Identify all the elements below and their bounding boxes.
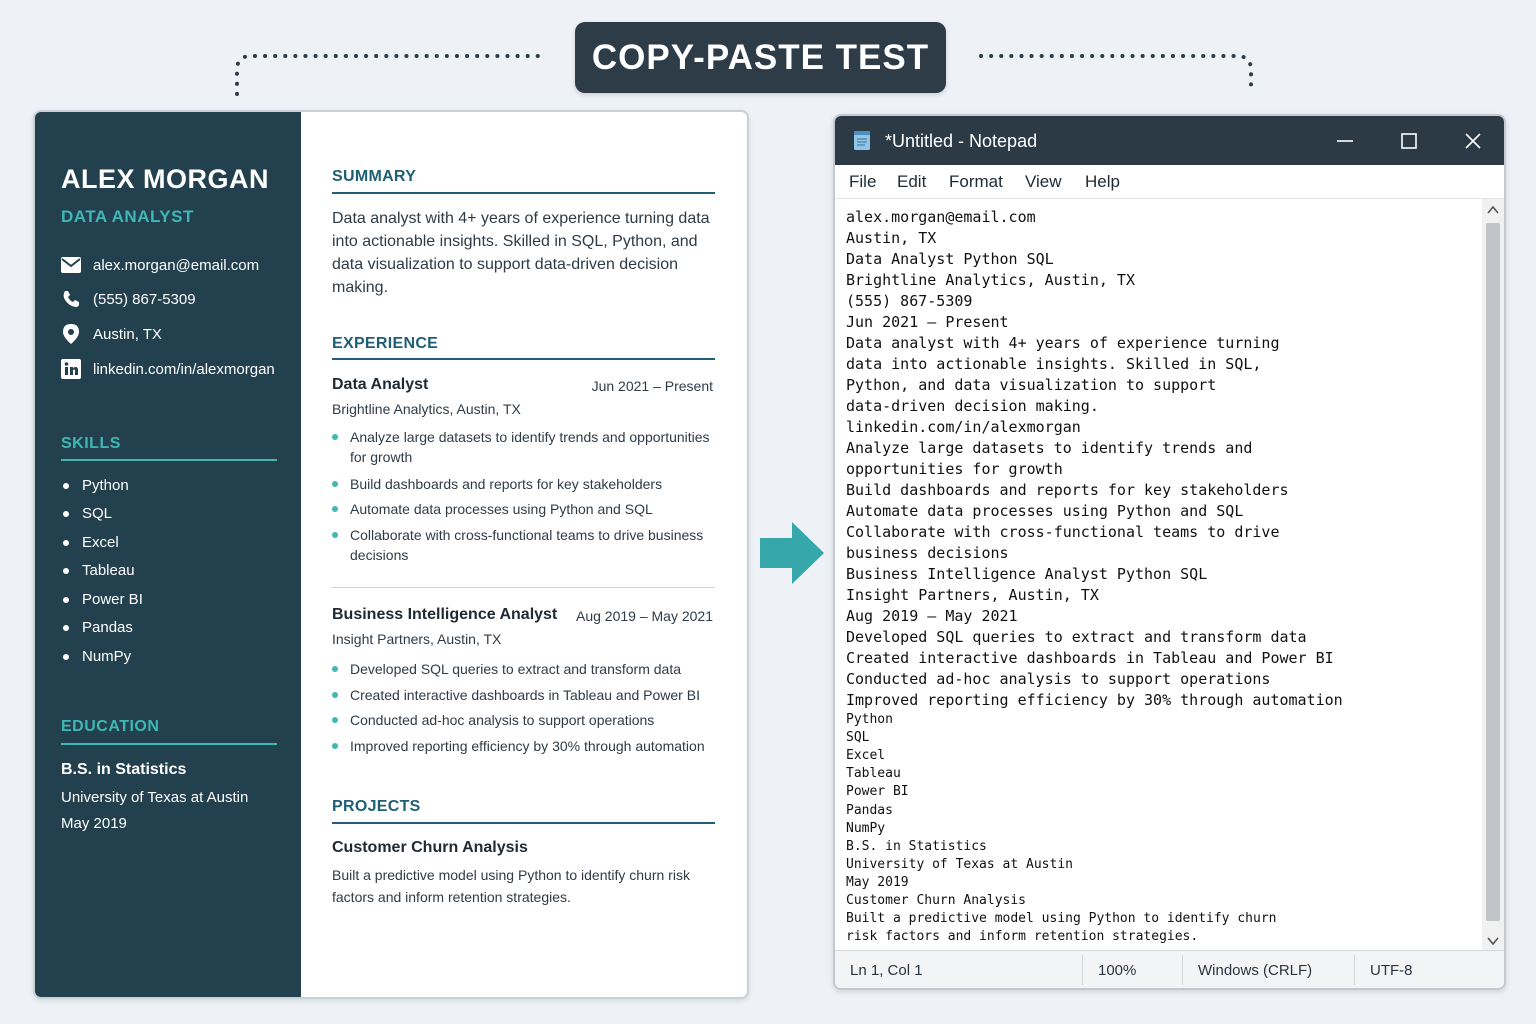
notepad-text-line: Data Analyst Python SQL [846,250,1054,268]
notepad-text-line: Tableau [846,766,901,782]
notepad-window-title: *Untitled - Notepad [885,131,1038,151]
job-title: Data Analyst [332,376,429,393]
summary-heading: SUMMARY [332,168,417,185]
job-bullet: Conducted ad-hoc analysis to support operations [350,710,710,730]
job-bullet: Automate data processes using Python and SQL [350,499,710,519]
notepad-text-line: Collaborate with cross-functional teams to drive [846,523,1280,541]
resume-role: DATA ANALYST [61,207,194,226]
email-icon [61,255,81,275]
projects-heading: PROJECTS [332,798,421,815]
job-date: Jun 2021 – Present [591,378,713,394]
menu-edit[interactable]: Edit [897,172,927,191]
contact-email-text: alex.morgan@email.com [93,256,260,274]
notepad-text-line: Built a predictive model using Python to identify churn [846,911,1277,927]
minimize-button[interactable] [1313,116,1377,165]
notepad-text-line: NumPy [846,820,886,836]
notepad-text-line: Insight Partners, Austin, TX [846,586,1099,604]
skill-item: NumPy [63,648,131,665]
project-desc: Built a predictive model using Python to identify churn risk factors and inform retention strategies. [332,867,690,905]
skill-item: Pandas [63,619,133,636]
notepad-titlebar[interactable] [835,116,1504,165]
left-dotted-connector [228,48,548,100]
notepad-text-line: Analyze large datasets to identify trends and [846,439,1253,457]
notepad-text-line: Business Intelligence Analyst Python SQL [846,565,1208,583]
notepad-text-line: (555) 867-5309 [846,292,973,310]
notepad-text-line: B.S. in Statistics [846,838,987,854]
education-school: University of Texas at Austin [61,789,249,806]
contact-location [61,324,162,344]
close-icon [1464,132,1482,150]
linkedin-icon [61,359,81,379]
experience-heading: EXPERIENCE [332,335,439,352]
minimize-icon [1336,132,1354,150]
notepad-text-line: Jun 2021 – Present [846,313,1009,331]
arrow-right-icon [758,520,826,586]
scrollbar-thumb[interactable] [1486,223,1500,921]
job-bullet: Developed SQL queries to extract and transform data [350,659,710,679]
education-rule [61,743,277,745]
notepad-text-line: SQL [846,730,870,746]
skill-item: Excel [63,534,119,551]
notepad-text-line: Austin, TX [846,229,937,247]
page-title: COPY-PASTE TEST [575,22,946,93]
notepad-text-line: business decisions [846,544,1009,562]
phone-icon [61,289,81,309]
notepad-text-line: Build dashboards and reports for key stakeholders [846,481,1289,499]
notepad-text-line: May 2019 [846,874,909,890]
menu-view[interactable]: View [1025,172,1062,191]
skill-item: Power BI [63,591,143,608]
notepad-text-line: Created interactive dashboards in Tableau and Power BI [846,649,1334,667]
notepad-text-line: University of Texas at Austin [846,856,1073,872]
notepad-statusbar [835,950,1504,988]
notepad-app-icon [852,129,872,151]
notepad-text-line: Pandas [846,802,893,818]
education-heading: EDUCATION [61,718,160,735]
contact-phone [61,289,196,309]
contact-location-text: Austin, TX [93,325,162,343]
notepad-text-line: Power BI [846,784,909,800]
status-zoom: 100% [1098,961,1137,979]
location-pin-icon [61,324,81,344]
notepad-window [833,114,1506,990]
notepad-text-line: Brightline Analytics, Austin, TX [846,271,1135,289]
skills-rule [61,459,277,461]
menu-format[interactable]: Format [949,172,1003,191]
status-position: Ln 1, Col 1 [850,961,923,979]
job-bullet: Analyze large datasets to identify trends and opportunities for growth [350,429,710,465]
contact-linkedin [61,359,275,379]
summary-text: Data analyst with 4+ years of experience turning data into actionable insights. Skilled in SQL, Python, and data visualization to support data-driven decision making. [332,210,710,296]
contact-phone-text: (555) 867-5309 [93,290,196,308]
skills-heading: SKILLS [61,435,121,452]
notepad-text-line: Data analyst with 4+ years of experience turning [846,334,1280,352]
resume-main [301,112,747,997]
resume-name: ALEX MORGAN [61,164,269,194]
maximize-button[interactable] [1377,116,1441,165]
job-company: Insight Partners, Austin, TX [332,631,502,647]
notepad-text-line: Excel [846,748,886,764]
job-bullet: Collaborate with cross-functional teams to drive business decisions [350,525,710,565]
job-bullet: Build dashboards and reports for key stakeholders [350,474,710,494]
vertical-scrollbar[interactable] [1482,199,1504,952]
status-line-ending: Windows (CRLF) [1198,961,1313,979]
contact-email [61,255,259,275]
contact-linkedin-text: linkedin.com/in/alexmorgan [93,360,275,378]
notepad-text-line: Customer Churn Analysis [846,893,1027,908]
skill-item: SQL [63,505,112,522]
scroll-down-icon[interactable] [1487,936,1499,946]
job-bullet: Created interactive dashboards in Tableau and Power BI [350,685,710,705]
notepad-text-line: risk factors and inform retention strategies. [846,929,1199,945]
job-title: Business Intelligence Analyst [332,606,558,623]
notepad-text-line: linkedin.com/in/alexmorgan [846,418,1081,436]
menu-file[interactable]: File [849,172,877,191]
maximize-icon [1400,132,1418,150]
education-degree: B.S. in Statistics [61,761,187,778]
notepad-text-line: Developed SQL queries to extract and transform data [846,628,1307,646]
skill-item: Python [63,477,129,494]
menu-help[interactable]: Help [1085,172,1120,191]
notepad-text-area[interactable] [835,199,1483,952]
education-date: May 2019 [61,815,127,832]
job-divider [332,587,715,588]
notepad-text-line: data-driven decision making. [846,397,1099,415]
skill-item: Tableau [63,562,135,579]
resume-document [33,110,749,999]
resume-sidebar [35,112,301,997]
notepad-text-line: Conducted ad-hoc analysis to support operations [846,670,1271,688]
scroll-up-icon[interactable] [1487,205,1499,215]
job-company: Brightline Analytics, Austin, TX [332,401,521,417]
notepad-text-line: Automate data processes using Python and SQL [846,502,1244,520]
job-bullet: Improved reporting efficiency by 30% through automation [350,736,710,756]
close-button[interactable] [1441,116,1505,165]
project-title: Customer Churn Analysis [332,839,528,856]
notepad-text-line: opportunities for growth [846,460,1063,478]
notepad-text-line: Aug 2019 – May 2021 [846,607,1018,625]
projects-rule [332,822,715,824]
notepad-text-line: Python [846,712,893,727]
notepad-text-line: data into actionable insights. Skilled in SQL, [846,355,1262,373]
status-encoding: UTF-8 [1370,961,1413,979]
summary-rule [332,192,715,194]
notepad-text-line: Python, and data visualization to support [846,376,1217,394]
notepad-text-line: Improved reporting efficiency by 30% through automation [846,691,1343,709]
notepad-text-line: alex.morgan@email.com [846,208,1036,226]
right-dotted-connector [975,48,1265,100]
job-date: Aug 2019 – May 2021 [576,608,713,624]
experience-rule [332,358,715,360]
notepad-menubar [835,165,1504,199]
